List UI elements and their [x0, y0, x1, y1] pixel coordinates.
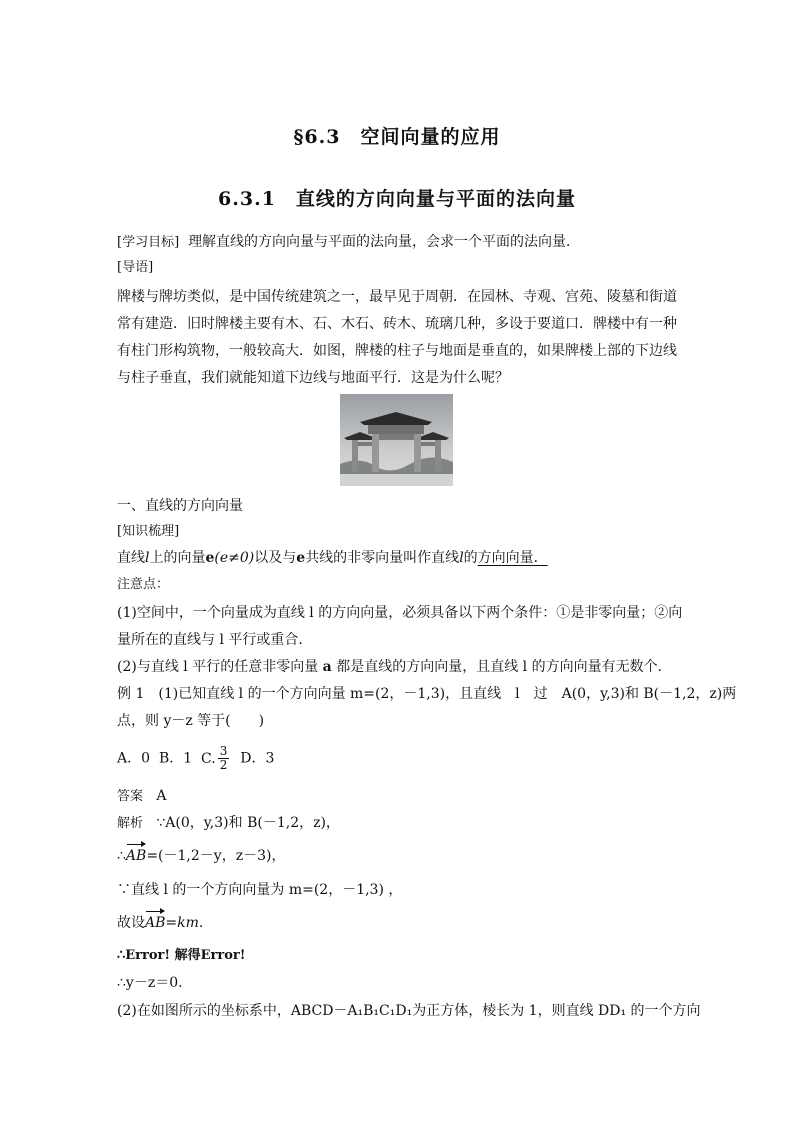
- intro-line-1: 牌楼与牌坊类似，是中国传统建筑之一，最早见于周朝．在园林、寺观、宫苑、陵墓和街道: [117, 289, 677, 305]
- note2-a: a: [322, 659, 332, 675]
- therefore-sign: ∴: [117, 848, 126, 864]
- objectives-text: 理解直线的方向向量与平面的法向量，会求一个平面的法向量．: [188, 234, 581, 250]
- vector-ab-2: AB: [145, 915, 166, 931]
- def-paren: (e≠0): [214, 550, 255, 566]
- def-e2: e: [296, 550, 306, 566]
- intro-line-3: 有柱门形构筑物，一般较高大．如图，牌楼的柱子与地面是垂直的，如果牌楼上部的下边线: [117, 343, 677, 359]
- answer-value: A: [156, 788, 167, 804]
- option-c-label: C.: [201, 750, 216, 767]
- def-text-5: 的: [463, 550, 478, 566]
- example1-line1: 例 1 (1)已知直线 l 的一个方向向量 m=(2，－1,3)，且直线 l 过 A(0，y,3)和 B(－1,2，z)两: [117, 686, 737, 702]
- intro-line-4: 与柱子垂直，我们就能知道下边线与地面平行．这是为什么呢？: [117, 370, 509, 386]
- analysis-text-2: =(－1,2－y，z－3)，: [146, 848, 286, 864]
- example1-line2: 点，则 y－z 等于( ): [117, 713, 265, 729]
- subsection-title: 6.3.1 直线的方向向量与平面的法向量: [218, 188, 576, 210]
- example1-options: [117, 745, 683, 772]
- def-text-4: 共线的非零向量叫作直线: [305, 550, 460, 566]
- analysis-line3: ∵直线 l 的一个方向向量为 m=(2，－1,3) ，: [117, 882, 403, 898]
- fraction-denominator: 2: [219, 758, 228, 772]
- option-d: D．3: [240, 750, 275, 767]
- paifang-gate-photo: [340, 394, 453, 486]
- def-text-3: 以及与: [254, 550, 297, 566]
- analysis-line6: ∴y－z＝0.: [117, 975, 183, 991]
- def-e: e: [205, 550, 215, 566]
- option-b: B．1: [158, 750, 193, 767]
- answer: [117, 786, 683, 807]
- analysis-text-4a: 故设: [117, 915, 145, 931]
- note2-text-2: 都是直线的方向向量，且直线 l 的方向向量有无数个．: [331, 659, 672, 675]
- option-c: [201, 744, 231, 772]
- paifang-gate-image: [340, 394, 453, 486]
- intro-tag: [导语]: [117, 260, 154, 275]
- option-c-fraction: [218, 745, 230, 772]
- analysis-line4: [117, 913, 683, 933]
- def-l: l: [145, 550, 150, 566]
- direction-vector-definition: [117, 548, 683, 568]
- analysis-line1: [117, 813, 683, 834]
- intro-line-2: 常有建造．旧时牌楼主要有木、石、木石、砖木、琉璃几种，多设于要道口．牌楼中有一种: [117, 316, 677, 332]
- analysis-label: 解析: [117, 816, 144, 831]
- section1-heading: 一、直线的方向向量: [117, 498, 243, 514]
- objectives-tag: [学习目标]: [117, 235, 180, 250]
- note1-line2: 量所在的直线与 l 平行或重合．: [117, 632, 313, 648]
- vector-ab: AB: [125, 848, 147, 864]
- answer-label: 答案: [117, 789, 144, 804]
- option-a: A．0: [117, 750, 151, 767]
- example1-part2-line1: (2)在如图所示的坐标系中，ABCD－A₁B₁C₁D₁为正方体，棱长为 1，则直线 DD₁ 的一个方向: [117, 1003, 701, 1019]
- note2-text-1: (2)与直线 l 平行的任意非零向量: [117, 659, 323, 675]
- learning-objectives: [117, 232, 683, 253]
- def-term: 方向向量．: [477, 550, 548, 566]
- note2: [117, 657, 683, 677]
- def-text-2: 上的向量: [149, 550, 206, 566]
- analysis-text-1: ∵A(0，y,3)和 B(－1,2，z)，: [156, 815, 340, 831]
- knowledge-tag: [知识梳理]: [117, 524, 180, 539]
- analysis-line5: ∴Error! 解得Error!: [117, 948, 246, 963]
- fraction-numerator: 3: [219, 744, 228, 758]
- note1-line1: (1)空间中，一个向量成为直线 l 的方向向量，必须具备以下两个条件：①是非零向量；②向: [117, 605, 683, 621]
- section-title: §6.3 空间向量的应用: [293, 126, 501, 148]
- notes-label: 注意点：: [117, 577, 170, 592]
- def-l2: l: [459, 550, 464, 566]
- analysis-text-4b: =km.: [165, 915, 204, 931]
- analysis-line2: [117, 846, 683, 866]
- def-text-1: 直线: [117, 550, 145, 566]
